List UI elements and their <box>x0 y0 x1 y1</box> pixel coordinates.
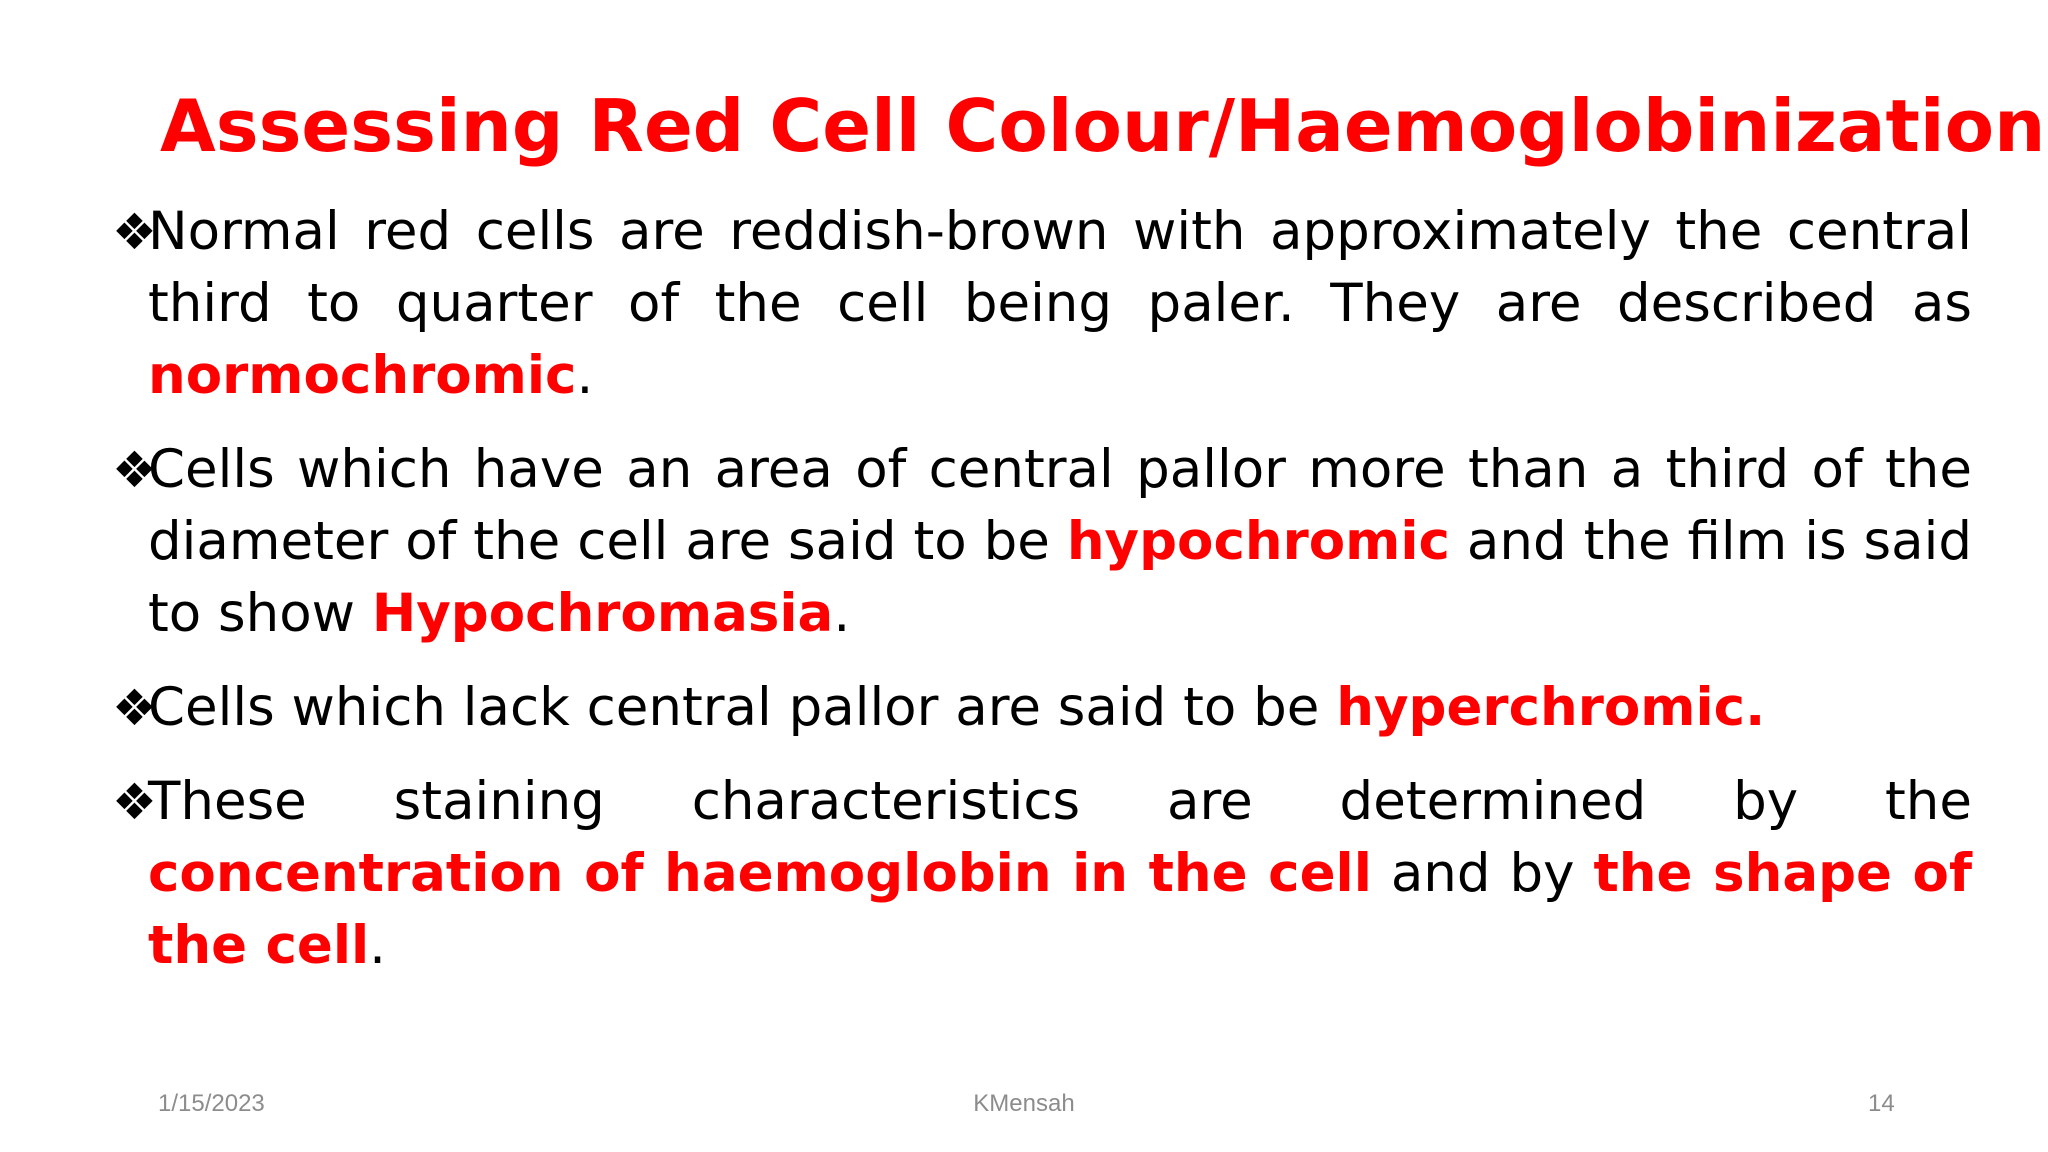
highlight-term: hypochromic <box>1066 511 1450 572</box>
diamond-bullet-icon: ❖ <box>112 441 157 499</box>
bullet-text: . <box>833 583 851 644</box>
bullet-text: Normal red cells are reddish-brown with approximately the central third to quarter of the cell being paler. They are described as <box>148 201 1972 334</box>
bullet-item <box>112 672 1972 744</box>
bullet-item <box>112 434 1972 650</box>
slide-title: Assessing Red Cell Colour/Haemoglobinization <box>160 84 2046 168</box>
bullet-text: . <box>369 915 387 976</box>
bullet-item <box>112 196 1972 412</box>
highlight-term: normochromic <box>148 345 577 406</box>
bullet-text: and the film is said to show <box>148 511 1972 644</box>
diamond-bullet-icon: ❖ <box>112 679 157 737</box>
footer-page-number: 14 <box>1868 1090 1895 1117</box>
bullet-list <box>112 196 1972 1004</box>
bullet-text: Cells which lack central pallor are said to be <box>148 677 1337 738</box>
diamond-bullet-icon: ❖ <box>112 773 157 831</box>
bullet-item <box>112 766 1972 982</box>
bullet-text: . <box>576 345 594 406</box>
bullet-text: and by <box>1371 843 1594 904</box>
highlight-term: the shape of the cell <box>148 843 1973 976</box>
footer-date: 1/15/2023 <box>158 1090 265 1117</box>
footer-author: KMensah <box>973 1090 1075 1117</box>
bullet-text: These staining characteristics are determined by the <box>148 771 1972 832</box>
highlight-term: hyperchromic. <box>1336 677 1766 738</box>
highlight-term: Hypochromasia <box>371 583 834 644</box>
diamond-bullet-icon: ❖ <box>112 203 157 261</box>
bullet-text: Cells which have an area of central pallor more than a third of the diameter of the cell are said to be <box>148 439 1972 572</box>
highlight-term: concentration of haemoglobin in the cell <box>148 843 1372 904</box>
